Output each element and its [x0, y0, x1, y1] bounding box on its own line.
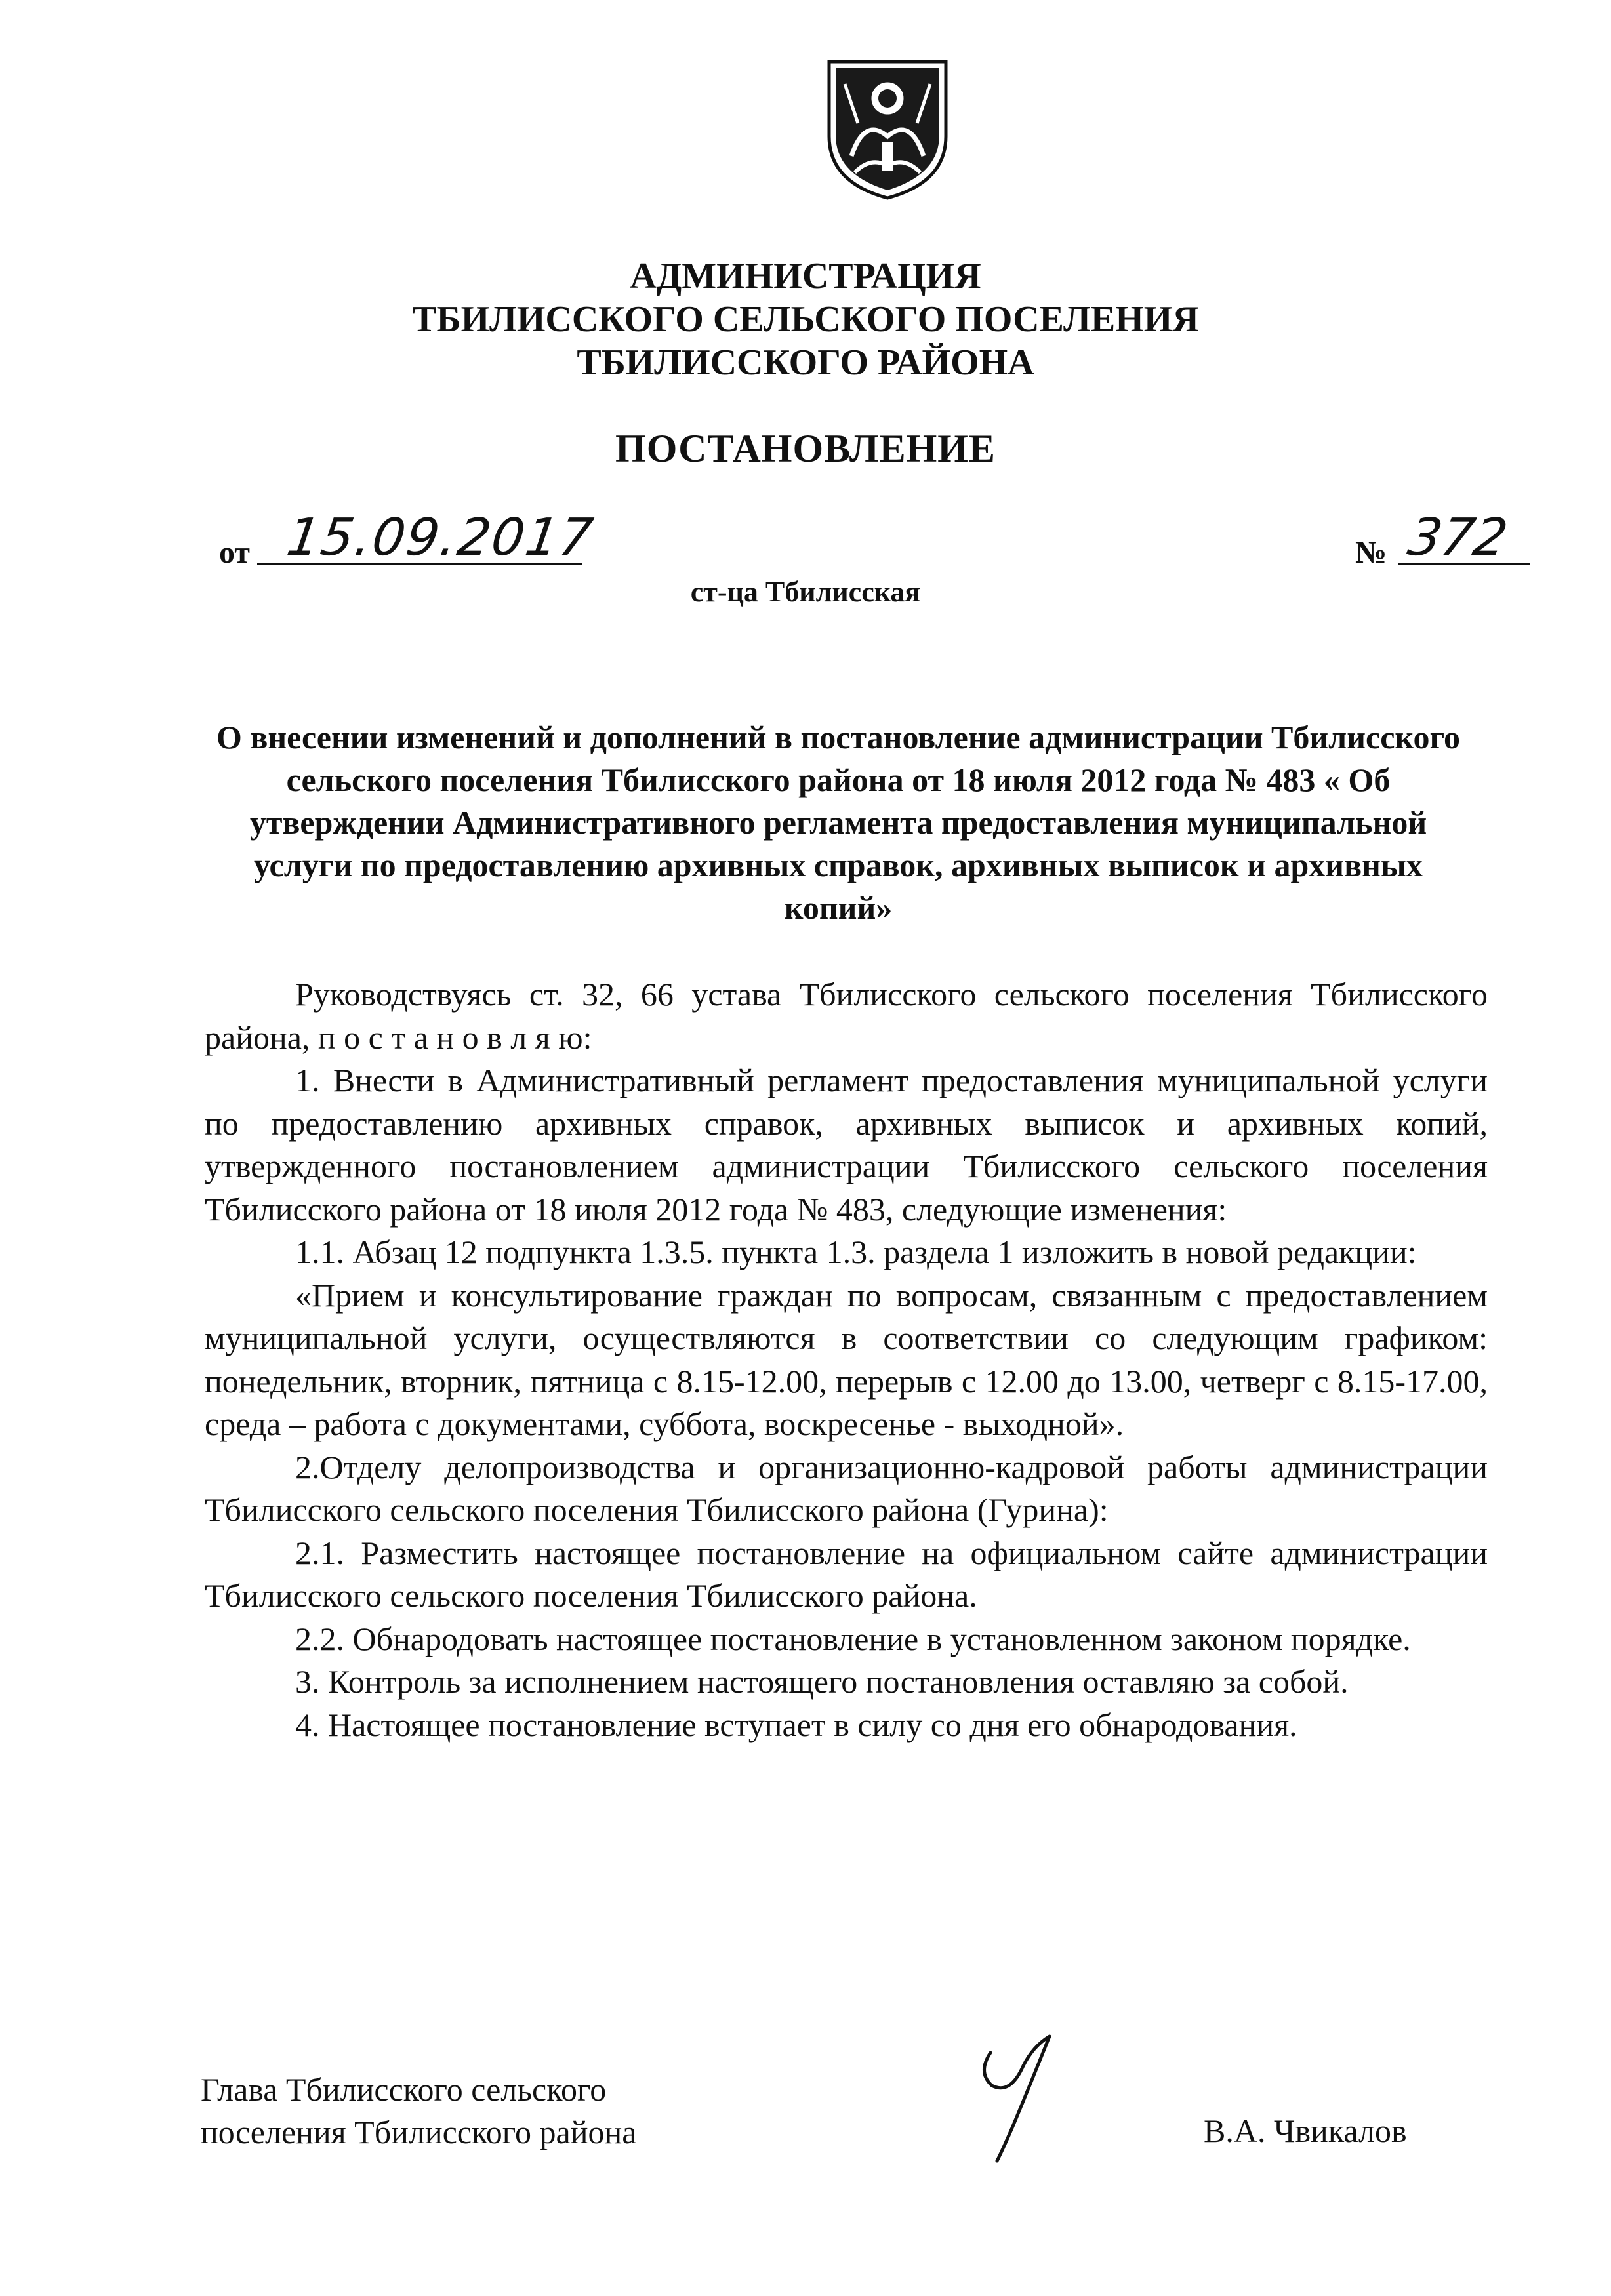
- paragraph-item-1: 1. Внести в Административный регламент предоставления муниципальной услуги по предоставлению архивных справок, архивных выписок и архивных копий, утвержденного постановлением администрации Тбилисского сельского поселения Тбилисского района от 18 июля 2012 года № 483, следующие изменения:: [205, 1062, 1488, 1228]
- date-handwritten: 15.09.2017: [283, 508, 598, 567]
- signatory-name: В.А. Чвикалов: [1204, 2112, 1407, 2149]
- document-type-title: ПОСТАНОВЛЕНИЕ: [615, 427, 996, 470]
- paragraph-preamble: Руководствуясь ст. 32, 66 устава Тбилисского сельского поселения Тбилисского района, п о с т а н о в л я ю:: [205, 976, 1488, 1056]
- paragraph-item-4: 4. Настоящее постановление вступает в силу со дня его обнародования.: [295, 1706, 1297, 1743]
- paragraph-item-2: 2.Отделу делопроизводства и организационно-кадровой работы администрации Тбилисского сельского поселения Тбилисского района (Гурина):: [205, 1448, 1488, 1528]
- paragraph-item-1-1: 1.1. Абзац 12 подпункта 1.3.5. пункта 1.3. раздела 1 изложить в новой редакции:: [295, 1234, 1417, 1270]
- date-label: от: [219, 535, 250, 570]
- document-body: [205, 973, 1488, 1746]
- signatory-position-line-2: поселения Тбилисского района: [201, 2114, 637, 2150]
- signatory-position: [201, 2068, 636, 2154]
- issuer-header: [0, 254, 1611, 384]
- issuer-line-1: АДМИНИСТРАЦИЯ: [630, 256, 981, 296]
- paragraph-item-2-2: 2.2. Обнародовать настоящее постановление в установленном законом порядке.: [295, 1620, 1411, 1657]
- issuer-line-2: ТБИЛИССКОГО СЕЛЬСКОГО ПОСЕЛЕНИЯ: [412, 299, 1199, 340]
- paragraph-quote: «Прием и консультирование граждан по вопросам, связанным с предоставлением муниципальной услуги, осуществляются в соответствии со следующим графиком: понедельник, вторник, пятница с 8.15-12.00, перерыв с 12.00 до 13.00, четверг с 8.15-17.00, среда – работа с документами, суббота, воскресенье - выходной».: [205, 1276, 1488, 1442]
- number-label: №: [1355, 535, 1387, 570]
- number-handwritten: 372: [1404, 508, 1512, 567]
- handwritten-signature: [951, 2026, 1082, 2164]
- place-of-issue: ст-ца Тбилисская: [690, 576, 921, 608]
- document-subject: О внесении изменений и дополнений в постановление администрации Тбилисского сельского поселения Тбилисского района от 18 июля 2012 года № 483 « Об утверждении Административного регламента предоставления муниципальной услуги по предоставлению архивных справок, архивных выписок и архивных копий»: [216, 719, 1461, 926]
- signatory-position-line-1: Глава Тбилисского сельского: [201, 2071, 607, 2108]
- issuer-line-3: ТБИЛИССКОГО РАЙОНА: [577, 342, 1034, 383]
- paragraph-item-2-1: 2.1. Разместить настоящее постановление на официальном сайте администрации Тбилисского сельского поселения Тбилисского района.: [205, 1534, 1488, 1614]
- coat-of-arms-icon: [825, 58, 950, 202]
- paragraph-item-3: 3. Контроль за исполнением настоящего постановления оставляю за собой.: [295, 1663, 1349, 1700]
